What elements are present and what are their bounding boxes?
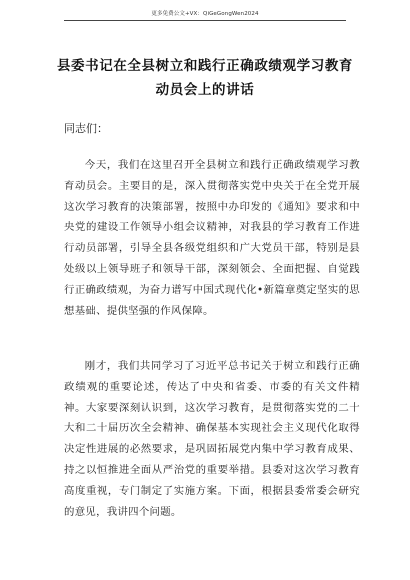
header-divider <box>64 20 346 21</box>
body-paragraph: 刚才，我们共同学习了习近平总书记关于树立和践行正确政绩观的重要论述，传达了中央和省委、市委的有关文件精神。大家要深刻认识到，这次学习教育，是贯彻落实党的二十大和二十届历次全会精神、确保基本实现社会主义现代化取得决定性进展的必然要求，是巩固拓展党内集中学习教育成果、持之以恒推进全面从严治党的重要举措。县委对这次学习教育高度重视，专门制定了实施方案。下面，根据县委常委会研究的意见，我讲四个问题。 <box>64 360 360 518</box>
body-paragraph: 今天，我们在这里召开全县树立和践行正确政绩观学习教育动员会。主要目的是，深入贯彻落实党中央关于在全党开展这次学习教育的决策部署，按照中办印发的《通知》要求和中央党的建设工作领导小组会议精神，对我县的学习教育工作进行动员部署，引导全县各级党组织和广大党员干部，特别是县处级以上领导班子和领导干部，深刻领会、全面把握、自觉践行正确政绩观，为奋力谱写中国式现代化•新篇章奠定坚实的思想基础、提供坚强的作风保障。 <box>64 159 360 317</box>
header-note: 更多免费公文+VX：QiGeGongWen2024 <box>151 11 259 17</box>
document-title: 县委书记在全县树立和践行正确政绩观学习教育动员会上的讲话 <box>56 58 354 98</box>
salutation: 同志们： <box>64 122 108 135</box>
